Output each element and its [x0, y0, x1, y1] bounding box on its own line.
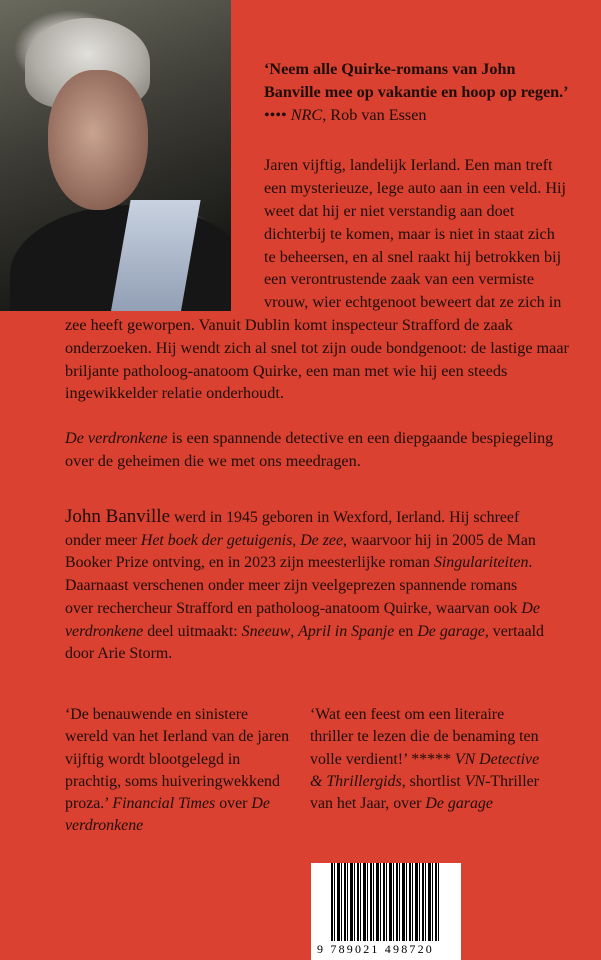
author-bio: [65, 506, 545, 666]
text-segment: , waarvoor hij in 2005 de Man Booker Prize ontving, en in 2023 zijn meesterlijke roman: [65, 531, 536, 572]
barcode-bars: [331, 863, 441, 941]
text-segment: ,: [292, 531, 301, 549]
text-segment: De garage: [417, 622, 485, 640]
text-segment: ‘De benauwende en sinistere wereld van het Ierland van de jaren vijftig wordt blootgelegd in prachtig, soms huiveringwekkend proza.’: [65, 706, 290, 813]
description-summary: [65, 427, 570, 473]
text-segment: -Thriller van het Jaar, over: [310, 772, 539, 813]
text-segment: VN: [464, 772, 486, 790]
quote-reviewer: , Rob van Essen: [322, 105, 427, 124]
text-segment: en: [394, 622, 418, 640]
text-segment: De verdronkene: [65, 599, 540, 640]
back-cover-text: [65, 58, 570, 473]
text-segment: ‘Wat een feest om een literaire thriller te lezen die de benaming ten volle verdient!’: [310, 706, 539, 768]
text-segment: Het boek der getuigenis: [140, 531, 293, 549]
text-segment: Sneeuw: [241, 622, 291, 640]
text-segment: werd in 1945 geboren in Wexford, Ierland. Hij schreef onder meer: [65, 509, 520, 549]
text-segment: . Daarnaast verschenen onder meer zijn veelgeprezen spannende romans over rechercheur Strafford en patholoog-anatoom Quirke, waarvan ook: [65, 554, 533, 617]
text-segment: , vertaald door Arie Storm.: [65, 622, 544, 663]
text-segment: De garage: [425, 795, 493, 813]
text-segment: VN Detective & Thrillergids: [310, 750, 540, 790]
text-segment: De zee: [300, 531, 343, 549]
description-paragraph: Jaren vijftig, landelijk Ierland. Een man treft een mysterieuze, lege auto aan in een veld. Hij weet dat hij er niet verstandig aan doet dichterbij te komen, maar is niet in staat zich te beheersen, en al snel raakt hij betrokken bij een verontrustende zaak van een vermiste vrouw, wier echtgenoot beweert dat ze zich in zee heeft geworpen. Vanuit Dublin komt inspecteur Strafford de zaak onderzoeken. Hij wendt zich al snel tot zijn oude bondgenoot: de lastige maar briljante patholoog-anatoom Quirke, een man met wie hij een steeds ingewikkelder relatie onderhoudt.: [65, 156, 569, 403]
text-segment: Singulariteiten: [433, 554, 529, 572]
isbn-number: 9 789021 498720: [317, 942, 434, 956]
review-financial-times: [65, 704, 293, 838]
rating-stars: *****: [411, 750, 451, 768]
text-segment: is een spannende detective en een diepgaande bespiegeling over de geheimen die we met ons meedragen.: [65, 429, 554, 470]
rating-stars: ••••: [264, 105, 287, 124]
author-name: John Banville: [65, 506, 171, 527]
text-segment: April in Spanje: [298, 622, 395, 640]
text-segment: De verdronkene: [65, 795, 270, 835]
text-segment: deel uitmaakt:: [143, 622, 242, 640]
text-segment: , shortlist: [401, 772, 465, 790]
text-segment: ‘Neem alle Quirke-romans van John Banville mee op vakantie en hoop op regen.’: [264, 60, 568, 101]
isbn-barcode: [311, 863, 461, 960]
text-segment: Financial Times: [112, 795, 216, 813]
text-segment: ,: [290, 622, 299, 640]
text-segment: over: [215, 795, 252, 813]
review-vn: [310, 704, 545, 815]
text-segment: De verdronkene: [65, 429, 168, 448]
quote-source: NRC: [290, 105, 323, 124]
